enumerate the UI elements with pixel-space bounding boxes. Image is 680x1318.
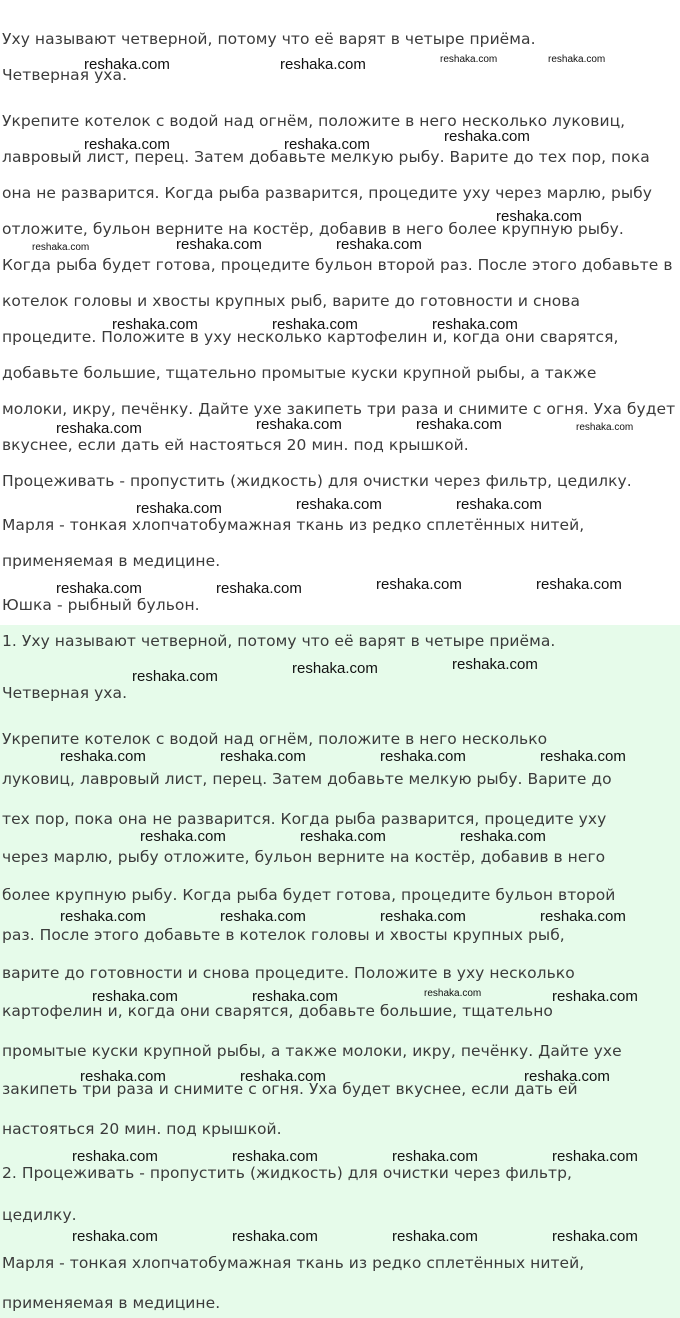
answer-text-line: Четверная уха. — [2, 684, 128, 702]
answer-text-line: через марлю, рыбу отложите, бульон верните на костёр, добавив в него — [2, 848, 606, 866]
watermark-link[interactable]: reshaka.com — [140, 828, 226, 845]
watermark-link[interactable]: reshaka.com — [72, 1148, 158, 1165]
answer-text-line: промытые куски крупной рыбы, а также молоки, икру, печёнку. Дайте ухе — [2, 1042, 622, 1060]
watermark-link[interactable]: reshaka.com — [380, 748, 466, 765]
answer-text-line: цедилку. — [2, 1206, 77, 1224]
original-text-line: Когда рыба будет готова, процедите бульон второй раз. После этого добавьте в — [2, 256, 673, 274]
watermark-link[interactable]: reshaka.com — [136, 500, 222, 517]
watermark-link[interactable]: reshaka.com — [256, 416, 342, 433]
watermark-link[interactable]: reshaka.com — [220, 748, 306, 765]
watermark-link[interactable]: reshaka.com — [176, 236, 262, 253]
watermark-link[interactable]: reshaka.com — [456, 496, 542, 513]
answer-text-line: тех пор, пока она не разварится. Когда рыба разварится, процедите уху — [2, 810, 607, 828]
watermark-link[interactable]: reshaka.com — [56, 420, 142, 437]
answer-text-line: применяемая в медицине. — [2, 1294, 221, 1312]
watermark-link[interactable]: reshaka.com — [132, 668, 218, 685]
watermark-link[interactable]: reshaka.com — [296, 496, 382, 513]
watermark-link[interactable]: reshaka.com — [112, 316, 198, 333]
watermark-link[interactable]: reshaka.com — [32, 242, 90, 253]
original-text-line: добавьте большие, тщательно промытые куски крупной рыбы, а также — [2, 364, 597, 382]
watermark-link[interactable]: reshaka.com — [336, 236, 422, 253]
watermark-link[interactable]: reshaka.com — [300, 828, 386, 845]
watermark-link[interactable]: reshaka.com — [536, 576, 622, 593]
watermark-link[interactable]: reshaka.com — [292, 660, 378, 677]
watermark-link[interactable]: reshaka.com — [540, 748, 626, 765]
answer-text-line: раз. После этого добавьте в котелок головы и хвосты крупных рыб, — [2, 926, 565, 944]
watermark-link[interactable]: reshaka.com — [380, 908, 466, 925]
watermark-link[interactable]: reshaka.com — [432, 316, 518, 333]
answer-text-line: 1. Уху называют четверной, потому что её варят в четыре приёма. — [2, 632, 556, 650]
watermark-link[interactable]: reshaka.com — [444, 128, 530, 145]
answer-text-line: картофелин и, когда они сварятся, добавьте большие, тщательно — [2, 1002, 553, 1020]
watermark-link[interactable]: reshaka.com — [60, 908, 146, 925]
watermark-link[interactable]: reshaka.com — [548, 54, 606, 65]
watermark-link[interactable]: reshaka.com — [392, 1148, 478, 1165]
answer-text-line: 2. Процеживать - пропустить (жидкость) для очистки через фильтр, — [2, 1164, 572, 1182]
watermark-link[interactable]: reshaka.com — [216, 580, 302, 597]
watermark-link[interactable]: reshaka.com — [84, 136, 170, 153]
watermark-link[interactable]: reshaka.com — [552, 1148, 638, 1165]
original-text-line: она не разварится. Когда рыба разварится, процедите уху через марлю, рыбу — [2, 184, 652, 202]
answer-text-line: более крупную рыбу. Когда рыба будет готова, процедите бульон второй — [2, 886, 616, 904]
watermark-link[interactable]: reshaka.com — [80, 1068, 166, 1085]
answer-text-line: Укрепите котелок с водой над огнём, положите в него несколько — [2, 730, 548, 748]
watermark-link[interactable]: reshaka.com — [416, 416, 502, 433]
answer-text-line: варите до готовности и снова процедите. Положите в уху несколько — [2, 964, 575, 982]
original-text-line: Юшка - рыбный бульон. — [2, 596, 200, 614]
watermark-link[interactable]: reshaka.com — [576, 422, 634, 433]
original-text-line: лавровый лист, перец. Затем добавьте мелкую рыбу. Варите до тех пор, пока — [2, 148, 650, 166]
answer-text-line: Марля - тонкая хлопчатобумажная ткань из редко сплетённых нитей, — [2, 1254, 585, 1272]
original-text-line: Процеживать - пропустить (жидкость) для очистки через фильтр, цедилку. — [2, 472, 632, 490]
watermark-link[interactable]: reshaka.com — [376, 576, 462, 593]
watermark-link[interactable]: reshaka.com — [392, 1228, 478, 1245]
watermark-link[interactable]: reshaka.com — [84, 56, 170, 73]
watermark-link[interactable]: reshaka.com — [72, 1228, 158, 1245]
watermark-link[interactable]: reshaka.com — [272, 316, 358, 333]
watermark-link[interactable]: reshaka.com — [240, 1068, 326, 1085]
watermark-link[interactable]: reshaka.com — [92, 988, 178, 1005]
watermark-link[interactable]: reshaka.com — [440, 54, 498, 65]
original-text-line: Уху называют четверной, потому что её варят в четыре приёма. — [2, 30, 536, 48]
watermark-link[interactable]: reshaka.com — [60, 748, 146, 765]
original-text-line: применяемая в медицине. — [2, 552, 221, 570]
answer-text-line: закипеть три раза и снимите с огня. Уха будет вкуснее, если дать ей — [2, 1080, 578, 1098]
watermark-link[interactable]: reshaka.com — [232, 1148, 318, 1165]
watermark-link[interactable]: reshaka.com — [424, 988, 482, 999]
watermark-link[interactable]: reshaka.com — [540, 908, 626, 925]
original-text-line: Укрепите котелок с водой над огнём, положите в него несколько луковиц, — [2, 112, 626, 130]
original-text-line: котелок головы и хвосты крупных рыб, варите до готовности и снова — [2, 292, 581, 310]
watermark-link[interactable]: reshaka.com — [252, 988, 338, 1005]
watermark-link[interactable]: reshaka.com — [524, 1068, 610, 1085]
original-text-line: Марля - тонкая хлопчатобумажная ткань из редко сплетённых нитей, — [2, 516, 585, 534]
watermark-link[interactable]: reshaka.com — [552, 988, 638, 1005]
original-text-line: вкуснее, если дать ей настояться 20 мин. под крышкой. — [2, 436, 469, 454]
watermark-link[interactable]: reshaka.com — [452, 656, 538, 673]
original-text-line: молоки, икру, печёнку. Дайте ухе закипеть три раза и снимите с огня. Уха будет — [2, 400, 676, 418]
watermark-link[interactable]: reshaka.com — [284, 136, 370, 153]
watermark-link[interactable]: reshaka.com — [496, 208, 582, 225]
original-text-line: отложите, бульон верните на костёр, добавив в него более крупную рыбу. — [2, 220, 624, 238]
watermark-link[interactable]: reshaka.com — [280, 56, 366, 73]
answer-text-line: настояться 20 мин. под крышкой. — [2, 1120, 282, 1138]
original-text-line: процедите. Положите в уху несколько картофелин и, когда они сварятся, — [2, 328, 619, 346]
watermark-link[interactable]: reshaka.com — [56, 580, 142, 597]
watermark-link[interactable]: reshaka.com — [460, 828, 546, 845]
watermark-link[interactable]: reshaka.com — [232, 1228, 318, 1245]
watermark-link[interactable]: reshaka.com — [552, 1228, 638, 1245]
original-text-line: Четверная уха. — [2, 66, 128, 84]
answer-text-line: луковиц, лавровый лист, перец. Затем добавьте мелкую рыбу. Варите до — [2, 770, 612, 788]
watermark-link[interactable]: reshaka.com — [220, 908, 306, 925]
